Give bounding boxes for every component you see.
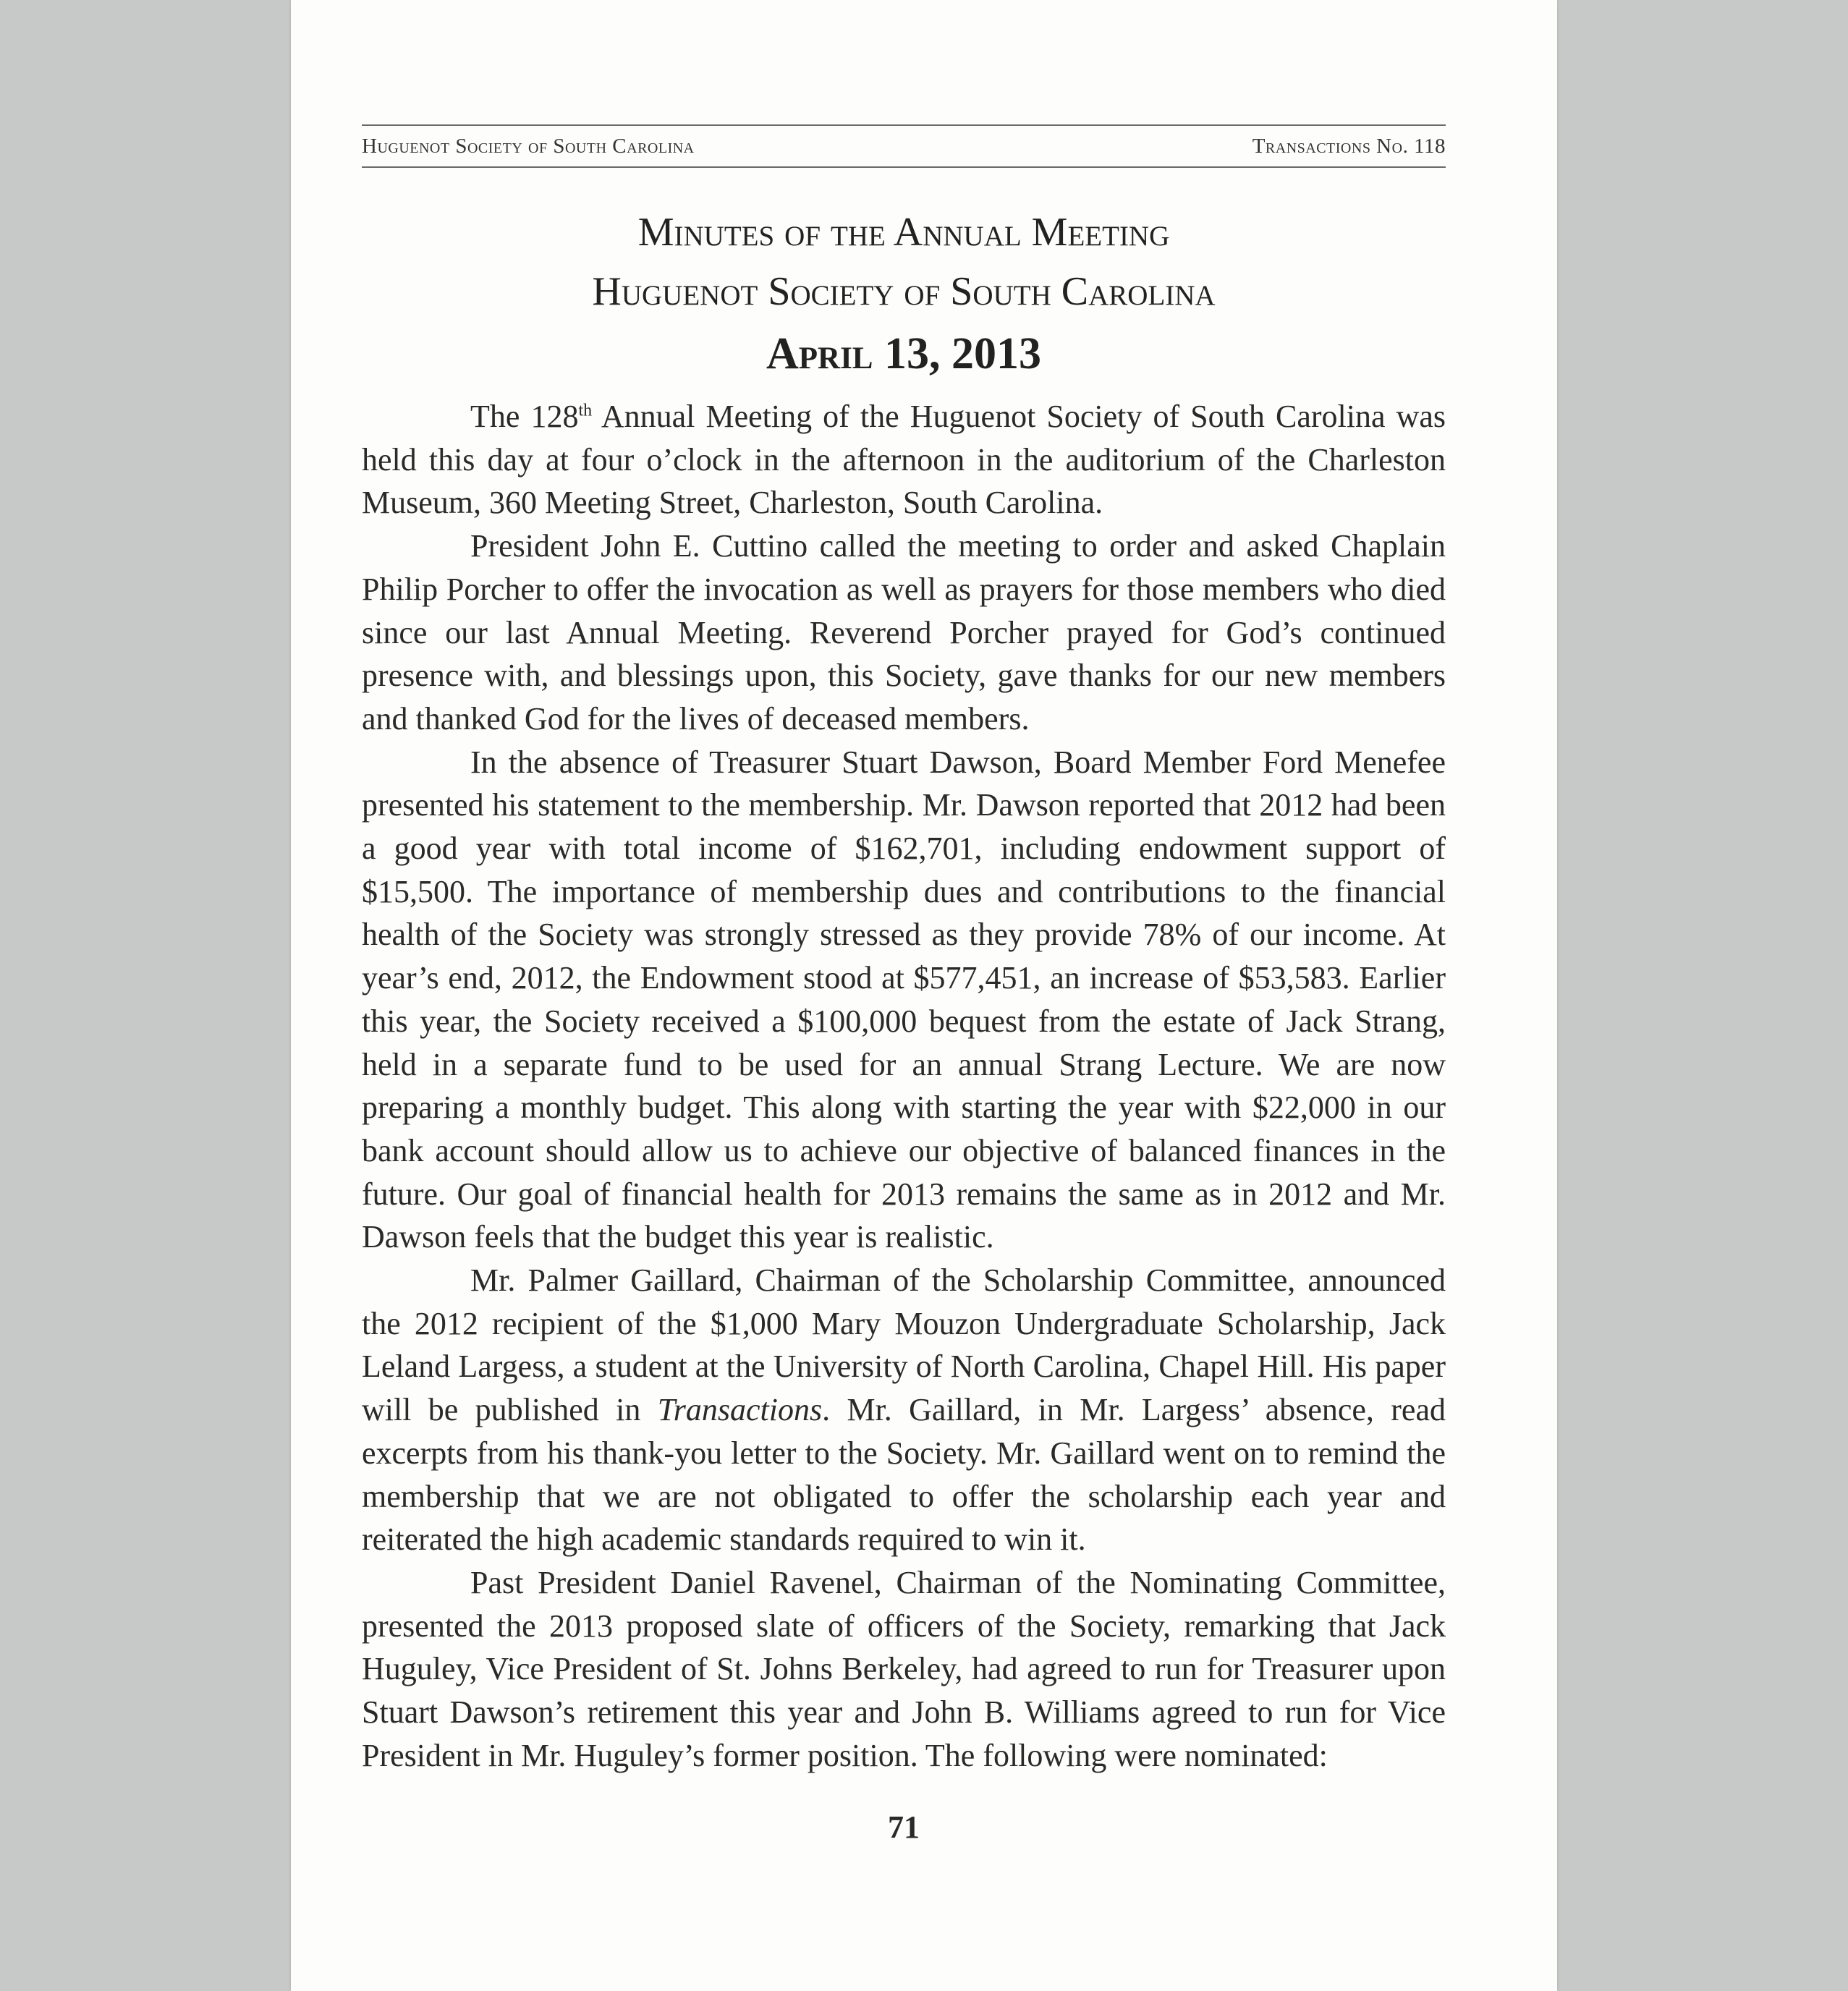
paragraph-1-rest: Annual Meeting of the Huguenot Society of South Carolina was held this day at four o’clock in the afternoon in the auditorium of the Charleston Museum, 360 Meeting Street, Charleston, South Carolina. <box>362 399 1446 521</box>
page-number: 71 <box>888 1809 920 1845</box>
paragraph-3: In the absence of Treasurer Stuart Dawson, Board Member Ford Menefee presented his statement to the membership. Mr. Dawson reported that 2012 had been a good year with total income of $162,701, including endowment support of $15,500. The importance of membership dues and contributions to the financial health of the Society was strongly stressed as they provide 78% of our income. At year’s end, 2012, the Endowment stood at $577,451, an increase of $53,583. Earlier this year, the Society received a $100,000 bequest from the estate of Jack Strang, held in a separate fund to be used for an annual Strang Lecture. We are now preparing a monthly budget. This along with starting the year with $22,000 in our bank account should allow us to achieve our objective of balanced finances in the future. Our goal of financial health for 2013 remains the same as in 2012 and Mr. Dawson feels that the budget this year is realistic. <box>362 744 1446 1255</box>
paragraph-1 <box>362 395 1446 525</box>
paragraph-5: Past President Daniel Ravenel, Chairman of the Nominating Committee, presented the 2013 proposed slate of officers of the Society, remarking that Jack Huguley, Vice President of St. Johns Berkeley, had agreed to run for Treasurer upon Stuart Dawson’s retirement this year and John B. Williams agreed to run for Vice President in Mr. Huguley’s former position. The following were nominated: <box>362 1564 1446 1773</box>
publication-title: Transactions <box>657 1392 823 1428</box>
running-header <box>362 124 1446 168</box>
ordinal-superscript: th <box>578 401 593 420</box>
title-society: Huguenot Society of South Carolina <box>592 269 1216 314</box>
paragraph-4-rest: . Mr. Gaillard, in Mr. Largess’ absence, read excerpts from his thank-you letter to the Society. Mr. Gaillard went on to remind the membership that we are not obligated to offer the scholarship each year and reiterated the high academic standards required to win it. <box>362 1392 1446 1558</box>
title-minutes: Minutes of the Annual Meeting <box>637 210 1170 255</box>
header-society-name: Huguenot Society of South Carolina <box>362 134 695 158</box>
paragraph-1-start: The 128 <box>470 399 579 434</box>
header-transactions-number: Transactions No. 118 <box>1252 134 1446 158</box>
paragraph-4-start: Mr. Palmer Gaillard, Chairman of the Scholarship Committee, announced the 2012 recipient of the $1,000 Mary Mouzon Undergraduate Scholarship, Jack Leland Largess, a student at the University of North Carolina, Chapel Hill. His paper will be published in <box>362 1262 1446 1428</box>
title-block <box>362 203 1446 386</box>
title-date: April 13, 2013 <box>766 329 1041 378</box>
body-text <box>362 395 1446 1778</box>
paragraph-2: President John E. Cuttino called the meeting to order and asked Chaplain Philip Porcher to offer the invocation as well as prayers for those members who died since our last Annual Meeting. Reverend Porcher prayed for God’s continued presence with, and blessings upon, this Society, gave thanks for our new members and thanked God for the lives of deceased members. <box>362 528 1446 736</box>
paragraph-4 <box>362 1259 1446 1561</box>
